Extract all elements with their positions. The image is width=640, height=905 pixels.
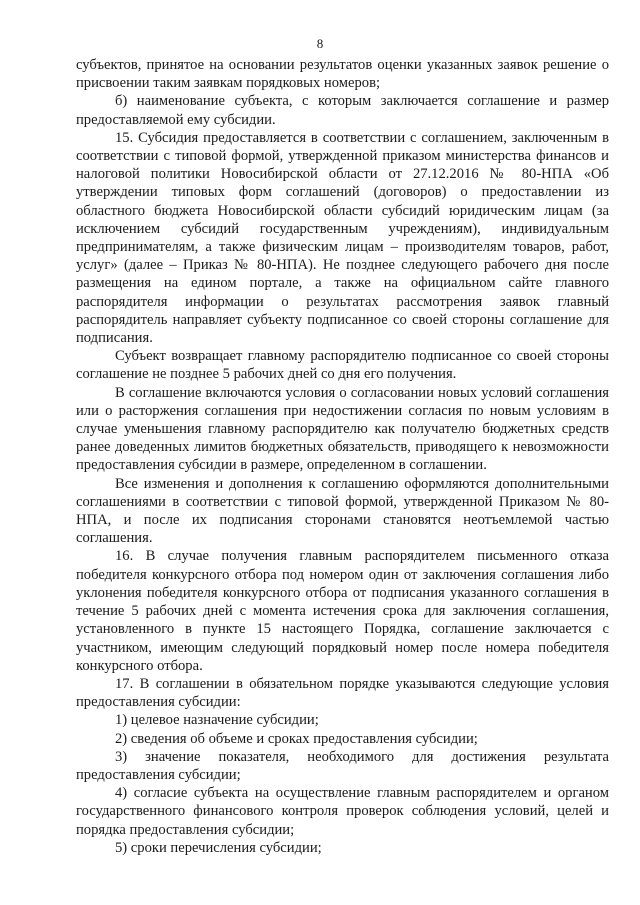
document-body [76, 56, 609, 857]
paragraph-clause-17: 17. В соглашении в обязательном порядке указываются следующие условия предоставления субсидии: [76, 675, 609, 711]
paragraph-clause-15: 15. Субсидия предоставляется в соответствии с соглашением, заключенным в соответствии с типовой формой, утвержденной приказом министерства финансов и налоговой политики Новосибирской области от 27.12.2016 № 80-НПА «Об утверждении типовых форм соглашений (договоров) о предоставлении из областного бюджета Новосибирской области субсидий юридическим лицам (за исключением субсидий государственным учреждениям), индивидуальным предпринимателям, а также физическим лицам – производителям товаров, работ, услуг» (далее – Приказ № 80-НПА). Не позднее следующего рабочего дня после размещения на едином портале, а также на официальном сайте главного распорядителя информации о результатах рассмотрения заявок главный распорядитель направляет субъекту подписанное со своей стороны соглашение для подписания. [76, 129, 609, 347]
paragraph-amendments: Все изменения и дополнения к соглашению оформляются дополнительными соглашениями в соответствии с типовой формой, утвержденной Приказом № 80-НПА, и после их подписания сторонами становятся неотъемлемой частью соглашения. [76, 475, 609, 547]
paragraph-return-agreement: Субъект возвращает главному распорядителю подписанное со своей стороны соглашение не позднее 5 рабочих дней со дня его получения. [76, 348, 609, 383]
page-number: 8 [316, 36, 324, 51]
list-item-2: 2) сведения об объеме и сроках предоставления субсидии; [115, 730, 478, 747]
paragraph-continuation: субъектов, принятое на основании результатов оценки указанных заявок решение о присвоении таким заявкам порядковых номеров; [76, 57, 609, 92]
list-item-1: 1) целевое назначение субсидии; [115, 712, 319, 729]
paragraph-agreement-conditions: В соглашение включаются условия о согласовании новых условий соглашения или о расторжения соглашения при недостижении согласия по новым условиям в случае уменьшения главному распорядителю как получателю бюджетных средств ранее доведенных лимитов бюджетных обязательств, приводящего к невозможности предоставления субсидии в размере, определенном в соглашении. [76, 384, 609, 474]
paragraph-item-b: б) наименование субъекта, с которым заключается соглашение и размер предоставляемой ему субсидии. [76, 93, 609, 128]
paragraph-clause-16: 16. В случае получения главным распорядителем письменного отказа победителя конкурсного отбора под номером один от заключения соглашения либо уклонения победителя конкурсного отбора от подписания указанного соглашения в течение 5 рабочих дней с момента истечения срока для заключения соглашения, установленного в пункте 15 настоящего Порядка, соглашение заключается с участником, имеющим следующий порядковый номер после номера победителя конкурсного отбора. [76, 548, 609, 674]
list-item-4: 4) согласие субъекта на осуществление главным распорядителем и органом государственного финансового контроля проверок соблюдения условий, целей и порядка предоставления субсидии; [76, 785, 609, 838]
list-item-5: 5) сроки перечисления субсидии; [115, 839, 322, 856]
list-item-3: 3) значение показателя, необходимого для достижения результата предоставления субсидии; [76, 748, 609, 783]
